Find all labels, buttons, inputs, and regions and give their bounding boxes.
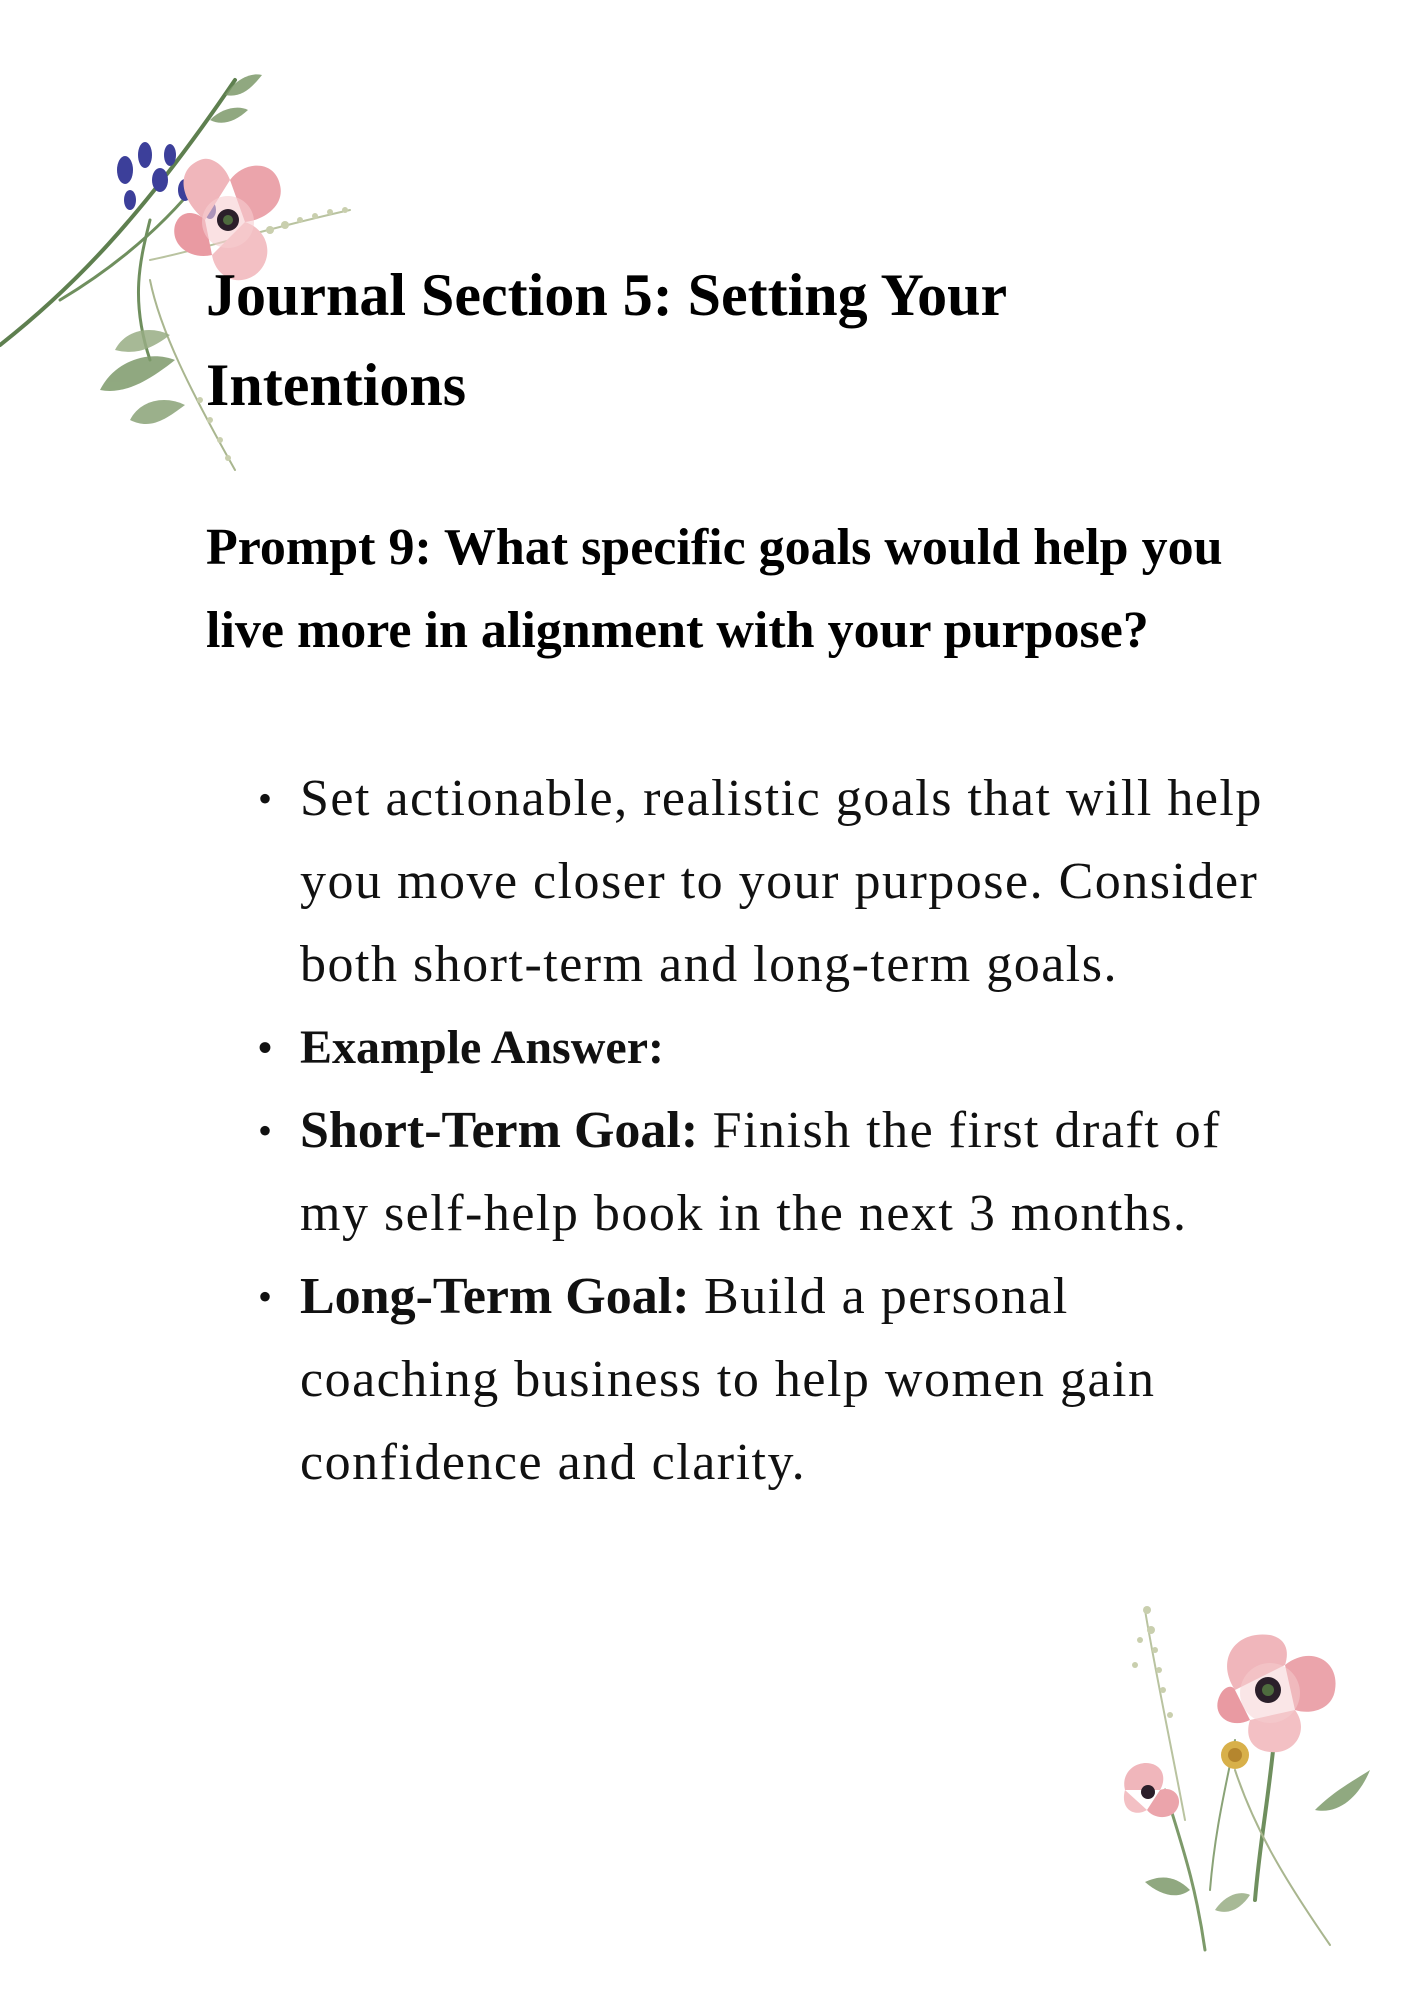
watercolor-poppy-bouquet-icon [1085, 1590, 1385, 1960]
bullet-icon: • [258, 1108, 273, 1153]
guidance-list [258, 757, 1280, 1504]
bullet-icon: • [258, 1025, 273, 1070]
long-term-goal-label: Long-Term Goal: [300, 1268, 690, 1325]
instruction-text: Set actionable, realistic goals that will help you move closer to your purpose. Consider both short-term and long-term goals. [300, 770, 1263, 993]
short-term-goal-text: Finish the first draft of my self-help book in the next 3 months. [300, 1102, 1221, 1242]
list-item-short-term-goal [258, 1089, 1280, 1255]
bullet-icon: • [258, 776, 273, 821]
section-title: Journal Section 5: Setting Your Intentions [206, 262, 1007, 418]
bullet-icon: • [258, 1274, 273, 1319]
list-item-long-term-goal [258, 1255, 1280, 1504]
long-term-goal-text: Build a personal coaching business to help women gain confidence and clarity. [300, 1268, 1156, 1491]
short-term-goal-label: Short-Term Goal: [300, 1102, 699, 1159]
prompt-heading: Prompt 9: What specific goals would help you live more in alignment with your purpose? [206, 519, 1223, 659]
list-item-instruction [258, 757, 1280, 1006]
example-label: Example Answer: [300, 1021, 664, 1074]
list-item-example-label [258, 1006, 1280, 1089]
